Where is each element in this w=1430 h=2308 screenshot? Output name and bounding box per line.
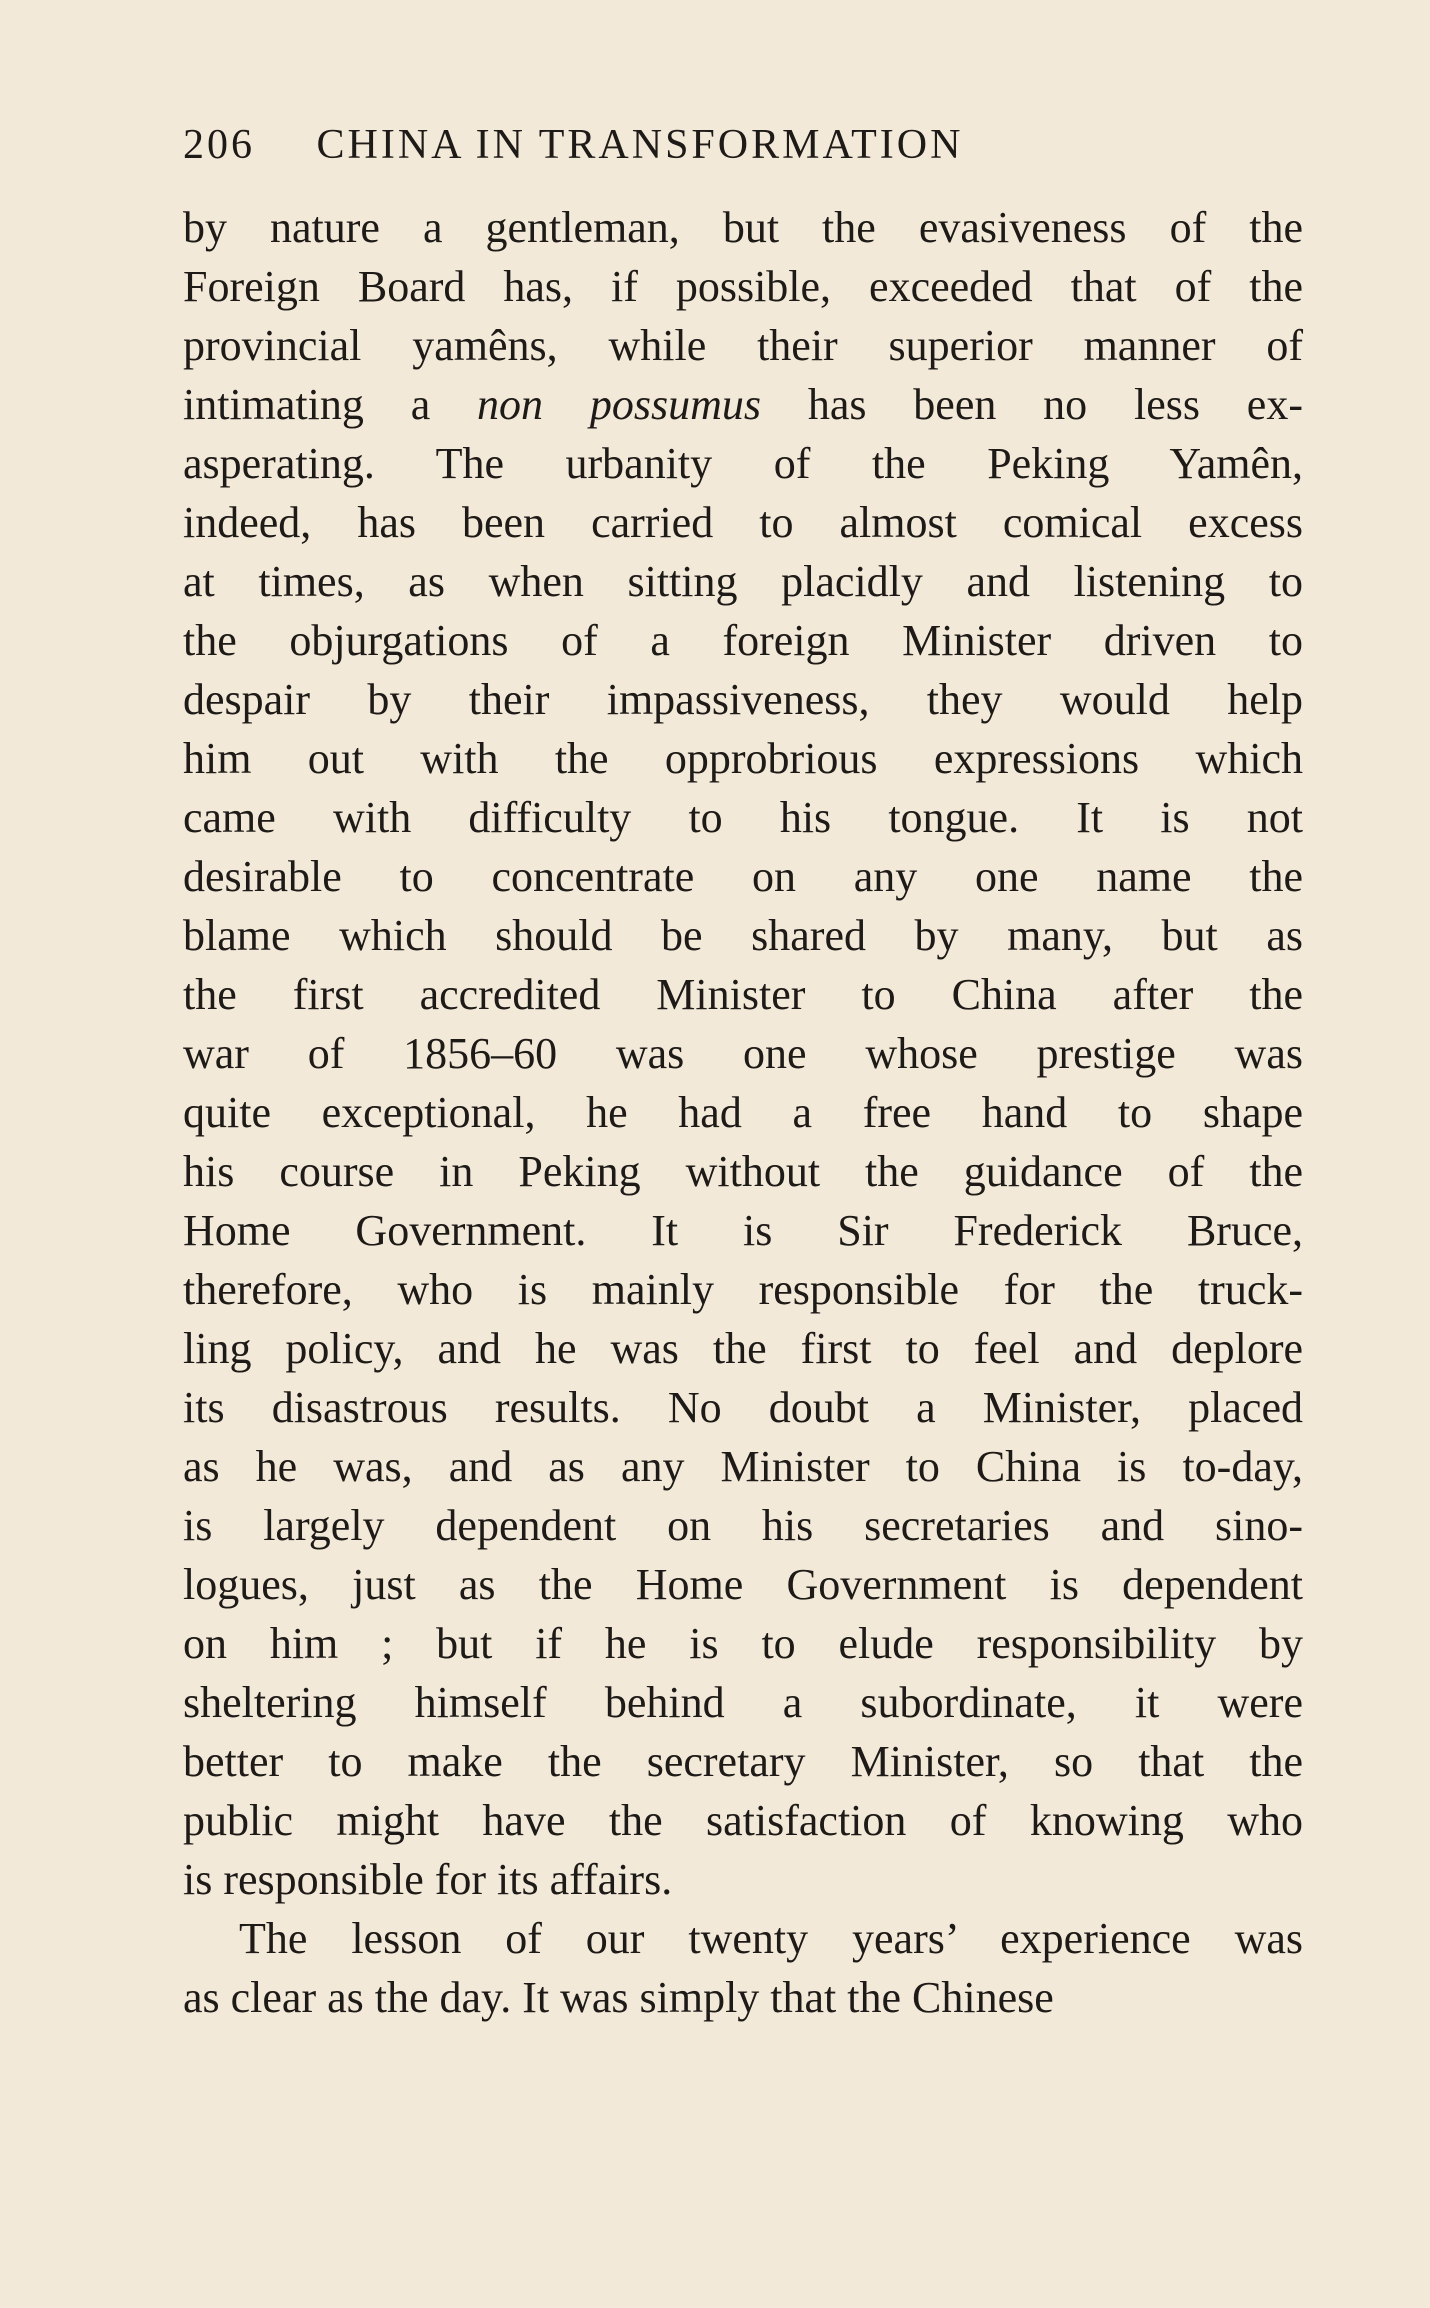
- text-line: at times, as when sitting placidly and listening to: [183, 557, 1303, 606]
- text-line: The lesson of our twenty years’ experience was: [239, 1914, 1303, 1963]
- text-line: on him ; but if he is to elude responsibility by: [183, 1619, 1303, 1668]
- text-line: ling policy, and he was the first to feel and deplore: [183, 1324, 1303, 1373]
- paragraph: [183, 198, 1303, 1909]
- text-line: therefore, who is mainly responsible for the truck-: [183, 1265, 1303, 1314]
- text-line: its disastrous results. No doubt a Minister, placed: [183, 1383, 1303, 1432]
- running-head: [183, 115, 1303, 175]
- text-line: better to make the secretary Minister, so that the: [183, 1737, 1303, 1786]
- text-line: him out with the opprobrious expressions which: [183, 734, 1303, 783]
- paragraph: [183, 1909, 1303, 2027]
- text-line: provincial yamêns, while their superior manner of: [183, 321, 1303, 370]
- text-line: is responsible for its affairs.: [183, 1855, 673, 1904]
- text-line: is largely dependent on his secretaries and sino-: [183, 1501, 1303, 1550]
- text-line: Foreign Board has, if possible, exceeded that of the: [183, 262, 1303, 311]
- text-line: as clear as the day. It was simply that the Chinese: [183, 1973, 1054, 2022]
- text-line: public might have the satisfaction of knowing who: [183, 1796, 1303, 1845]
- text-line: the first accredited Minister to China after the: [183, 970, 1303, 1019]
- text-line: his course in Peking without the guidance of the: [183, 1147, 1303, 1196]
- text-line: sheltering himself behind a subordinate, it were: [183, 1678, 1303, 1727]
- text-line: as he was, and as any Minister to China is to-day,: [183, 1442, 1303, 1491]
- text-line: by nature a gentleman, but the evasiveness of the: [183, 203, 1303, 252]
- text-line: quite exceptional, he had a free hand to shape: [183, 1088, 1303, 1137]
- text-line: intimating a non possumus has been no less ex-: [183, 380, 1303, 429]
- text-line: blame which should be shared by many, but as: [183, 911, 1303, 960]
- text-line: logues, just as the Home Government is dependent: [183, 1560, 1303, 1609]
- text-line: indeed, has been carried to almost comical excess: [183, 498, 1303, 547]
- text-line: desirable to concentrate on any one name the: [183, 852, 1303, 901]
- body-text: [183, 198, 1303, 2027]
- page-number: 206: [183, 122, 255, 168]
- running-title: CHINA IN TRANSFORMATION: [316, 122, 964, 168]
- text-line: Home Government. It is Sir Frederick Bruce,: [183, 1206, 1303, 1255]
- italic-phrase: non possumus: [477, 380, 762, 429]
- text-line: came with difficulty to his tongue. It is not: [183, 793, 1303, 842]
- text-line: despair by their impassiveness, they would help: [183, 675, 1303, 724]
- text-line: war of 1856–60 was one whose prestige was: [183, 1029, 1303, 1078]
- text-line: the objurgations of a foreign Minister driven to: [183, 616, 1303, 665]
- text-line: asperating. The urbanity of the Peking Yamên,: [183, 439, 1303, 488]
